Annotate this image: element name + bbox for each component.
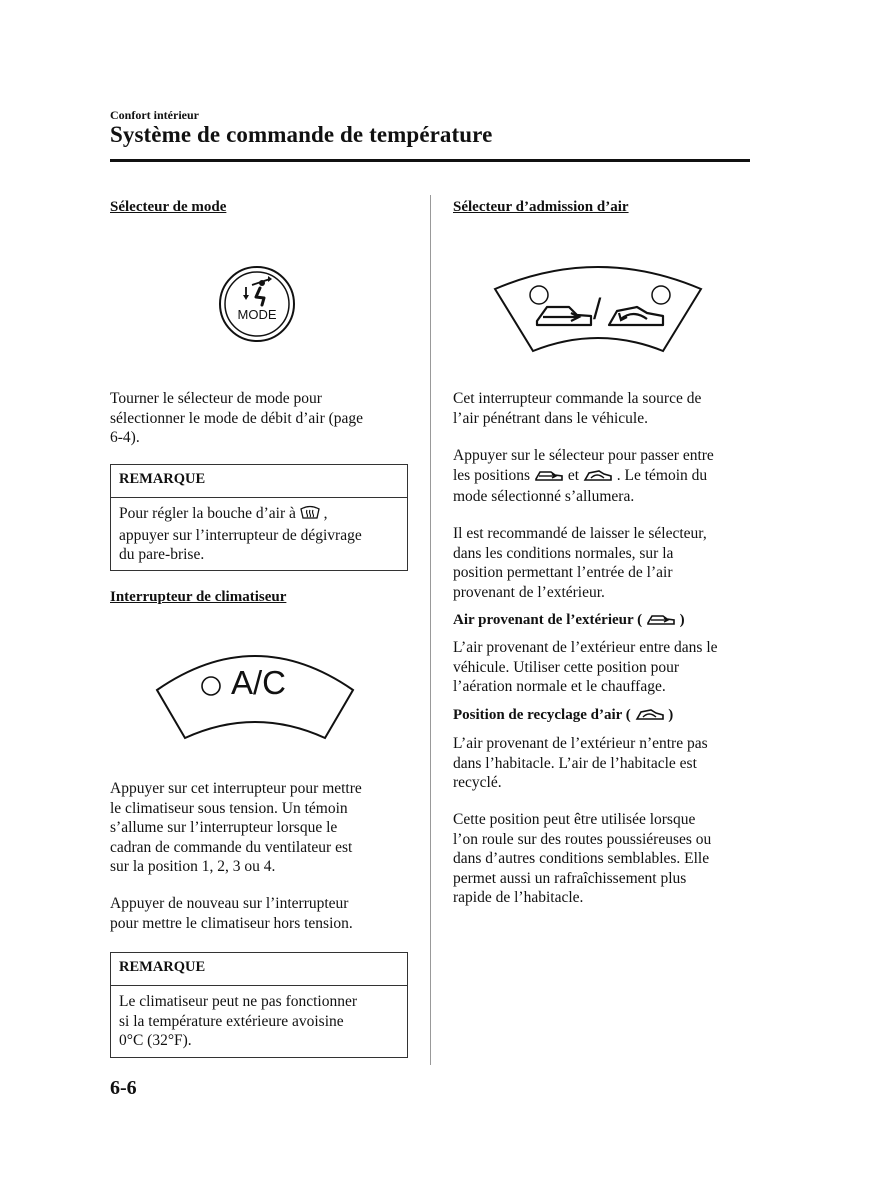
recirc-air-description — [453, 734, 758, 793]
mode-knob-icon — [218, 265, 296, 348]
text-line: sélectionner le mode de débit d’air (page — [110, 409, 364, 427]
text-fragment: Air provenant de l’extérieur ( — [453, 612, 643, 628]
text-fragment: les positions — [453, 466, 531, 484]
note-box-ac — [110, 952, 408, 1058]
text-line — [453, 466, 753, 488]
note-body — [111, 498, 407, 571]
text-line: L’air provenant de l’extérieur n’entre pas — [453, 735, 708, 752]
text-line: du pare-brise. — [119, 546, 205, 563]
text-line: Tourner le sélecteur de mode pour — [110, 390, 322, 407]
text-line: permet aussi un rafraîchissement plus — [453, 869, 687, 887]
text-line: provenant de l’extérieur. — [453, 583, 605, 601]
text-line: 0°C (32°F). — [119, 1032, 192, 1049]
text-fragment: ) — [679, 612, 685, 628]
text-line: Cette position peut être utilisée lorsque — [453, 811, 696, 828]
outside-air-heading — [453, 612, 685, 631]
text-fragment: et — [567, 466, 580, 484]
page-number: 6-6 — [110, 1077, 137, 1099]
note-title: REMARQUE — [111, 953, 407, 986]
ac-off-description — [110, 894, 420, 933]
intake-slash: / — [593, 293, 602, 326]
text-line: véhicule. Utiliser cette position pour — [453, 658, 679, 676]
text-line: dans les conditions normales, sur la — [453, 544, 674, 562]
outside-air-icon — [534, 468, 564, 488]
section-label: Confort intérieur — [110, 108, 199, 122]
text-fragment: ) — [668, 707, 674, 723]
text-line: l’aération normale et le chauffage. — [453, 678, 666, 695]
text-line: Appuyer de nouveau sur l’interrupteur — [110, 895, 349, 912]
text-line: Le climatiseur peut ne pas fonctionner — [119, 993, 358, 1010]
text-fragment: . Le témoin du — [616, 466, 708, 484]
note-box-defrost — [110, 464, 408, 571]
ac-switch-heading: Interrupteur de climatiseur — [110, 589, 287, 605]
recirculate-air-icon — [635, 707, 665, 726]
recirc-air-heading — [453, 707, 673, 726]
text-line: Il est recommandé de laisser le sélecteur, — [453, 525, 707, 542]
ac-description — [110, 779, 420, 877]
column-divider — [430, 195, 431, 1065]
text-line: Appuyer sur cet interrupteur pour mettre — [110, 780, 362, 797]
intake-recommendation — [453, 524, 753, 602]
text-fragment: Position de recyclage d’air ( — [453, 707, 631, 723]
text-line: rapide de l’habitacle. — [453, 889, 584, 906]
text-line: dans l’habitacle. L’air de l’habitacle est — [453, 754, 697, 772]
text-line: pour mettre le climatiseur hors tension. — [110, 914, 353, 932]
note-body — [111, 986, 407, 1057]
text-line: , — [323, 505, 328, 522]
text-line: Appuyer sur le sélecteur pour passer entre — [453, 447, 714, 464]
recirc-usage-description — [453, 810, 758, 908]
text-line: le climatiseur sous tension. Un témoin — [110, 799, 348, 817]
text-line: sur la position 1, 2, 3 ou 4. — [110, 858, 276, 875]
outside-air-description — [453, 638, 758, 697]
ac-button-icon — [155, 652, 355, 747]
text-line: L’air provenant de l’extérieur entre dans le — [453, 639, 718, 656]
text-line: appuyer sur l’interrupteur de dégivrage — [119, 526, 362, 544]
title-rule — [110, 159, 750, 162]
mode-knob-label: MODE — [237, 307, 277, 322]
intake-switching — [453, 446, 753, 507]
mode-selector-heading: Sélecteur de mode — [110, 199, 227, 215]
text-line: position permettant l’entrée de l’air — [453, 564, 673, 581]
text-line: mode sélectionné s’allumera. — [453, 488, 635, 505]
text-line: si la température extérieure avoisine — [119, 1012, 344, 1030]
text-line: l’air pénétrant dans le véhicule. — [453, 409, 648, 427]
recirculate-air-icon — [583, 468, 613, 488]
text-line: Pour régler la bouche d’air à — [119, 505, 296, 522]
intake-description — [453, 389, 753, 428]
text-line: recyclé. — [453, 774, 502, 791]
text-line: s’allume sur l’interrupteur lorsque le — [110, 819, 338, 836]
note-title: REMARQUE — [111, 465, 407, 498]
page-title: Système de commande de température — [110, 122, 493, 147]
outside-air-icon — [646, 612, 676, 631]
windshield-defrost-icon — [300, 504, 320, 526]
text-line: 6-4). — [110, 429, 140, 446]
mode-description — [110, 389, 420, 448]
air-intake-selector-icon — [493, 255, 703, 360]
text-line: dans d’autres conditions semblables. Elle — [453, 850, 710, 867]
ac-button-label: A/C — [231, 664, 287, 701]
text-line: cadran de commande du ventilateur est — [110, 838, 353, 856]
air-intake-heading: Sélecteur d’admission d’air — [453, 199, 629, 215]
text-line: l’on roule sur des routes poussiéreuses ou — [453, 830, 712, 848]
text-line: Cet interrupteur commande la source de — [453, 390, 702, 407]
